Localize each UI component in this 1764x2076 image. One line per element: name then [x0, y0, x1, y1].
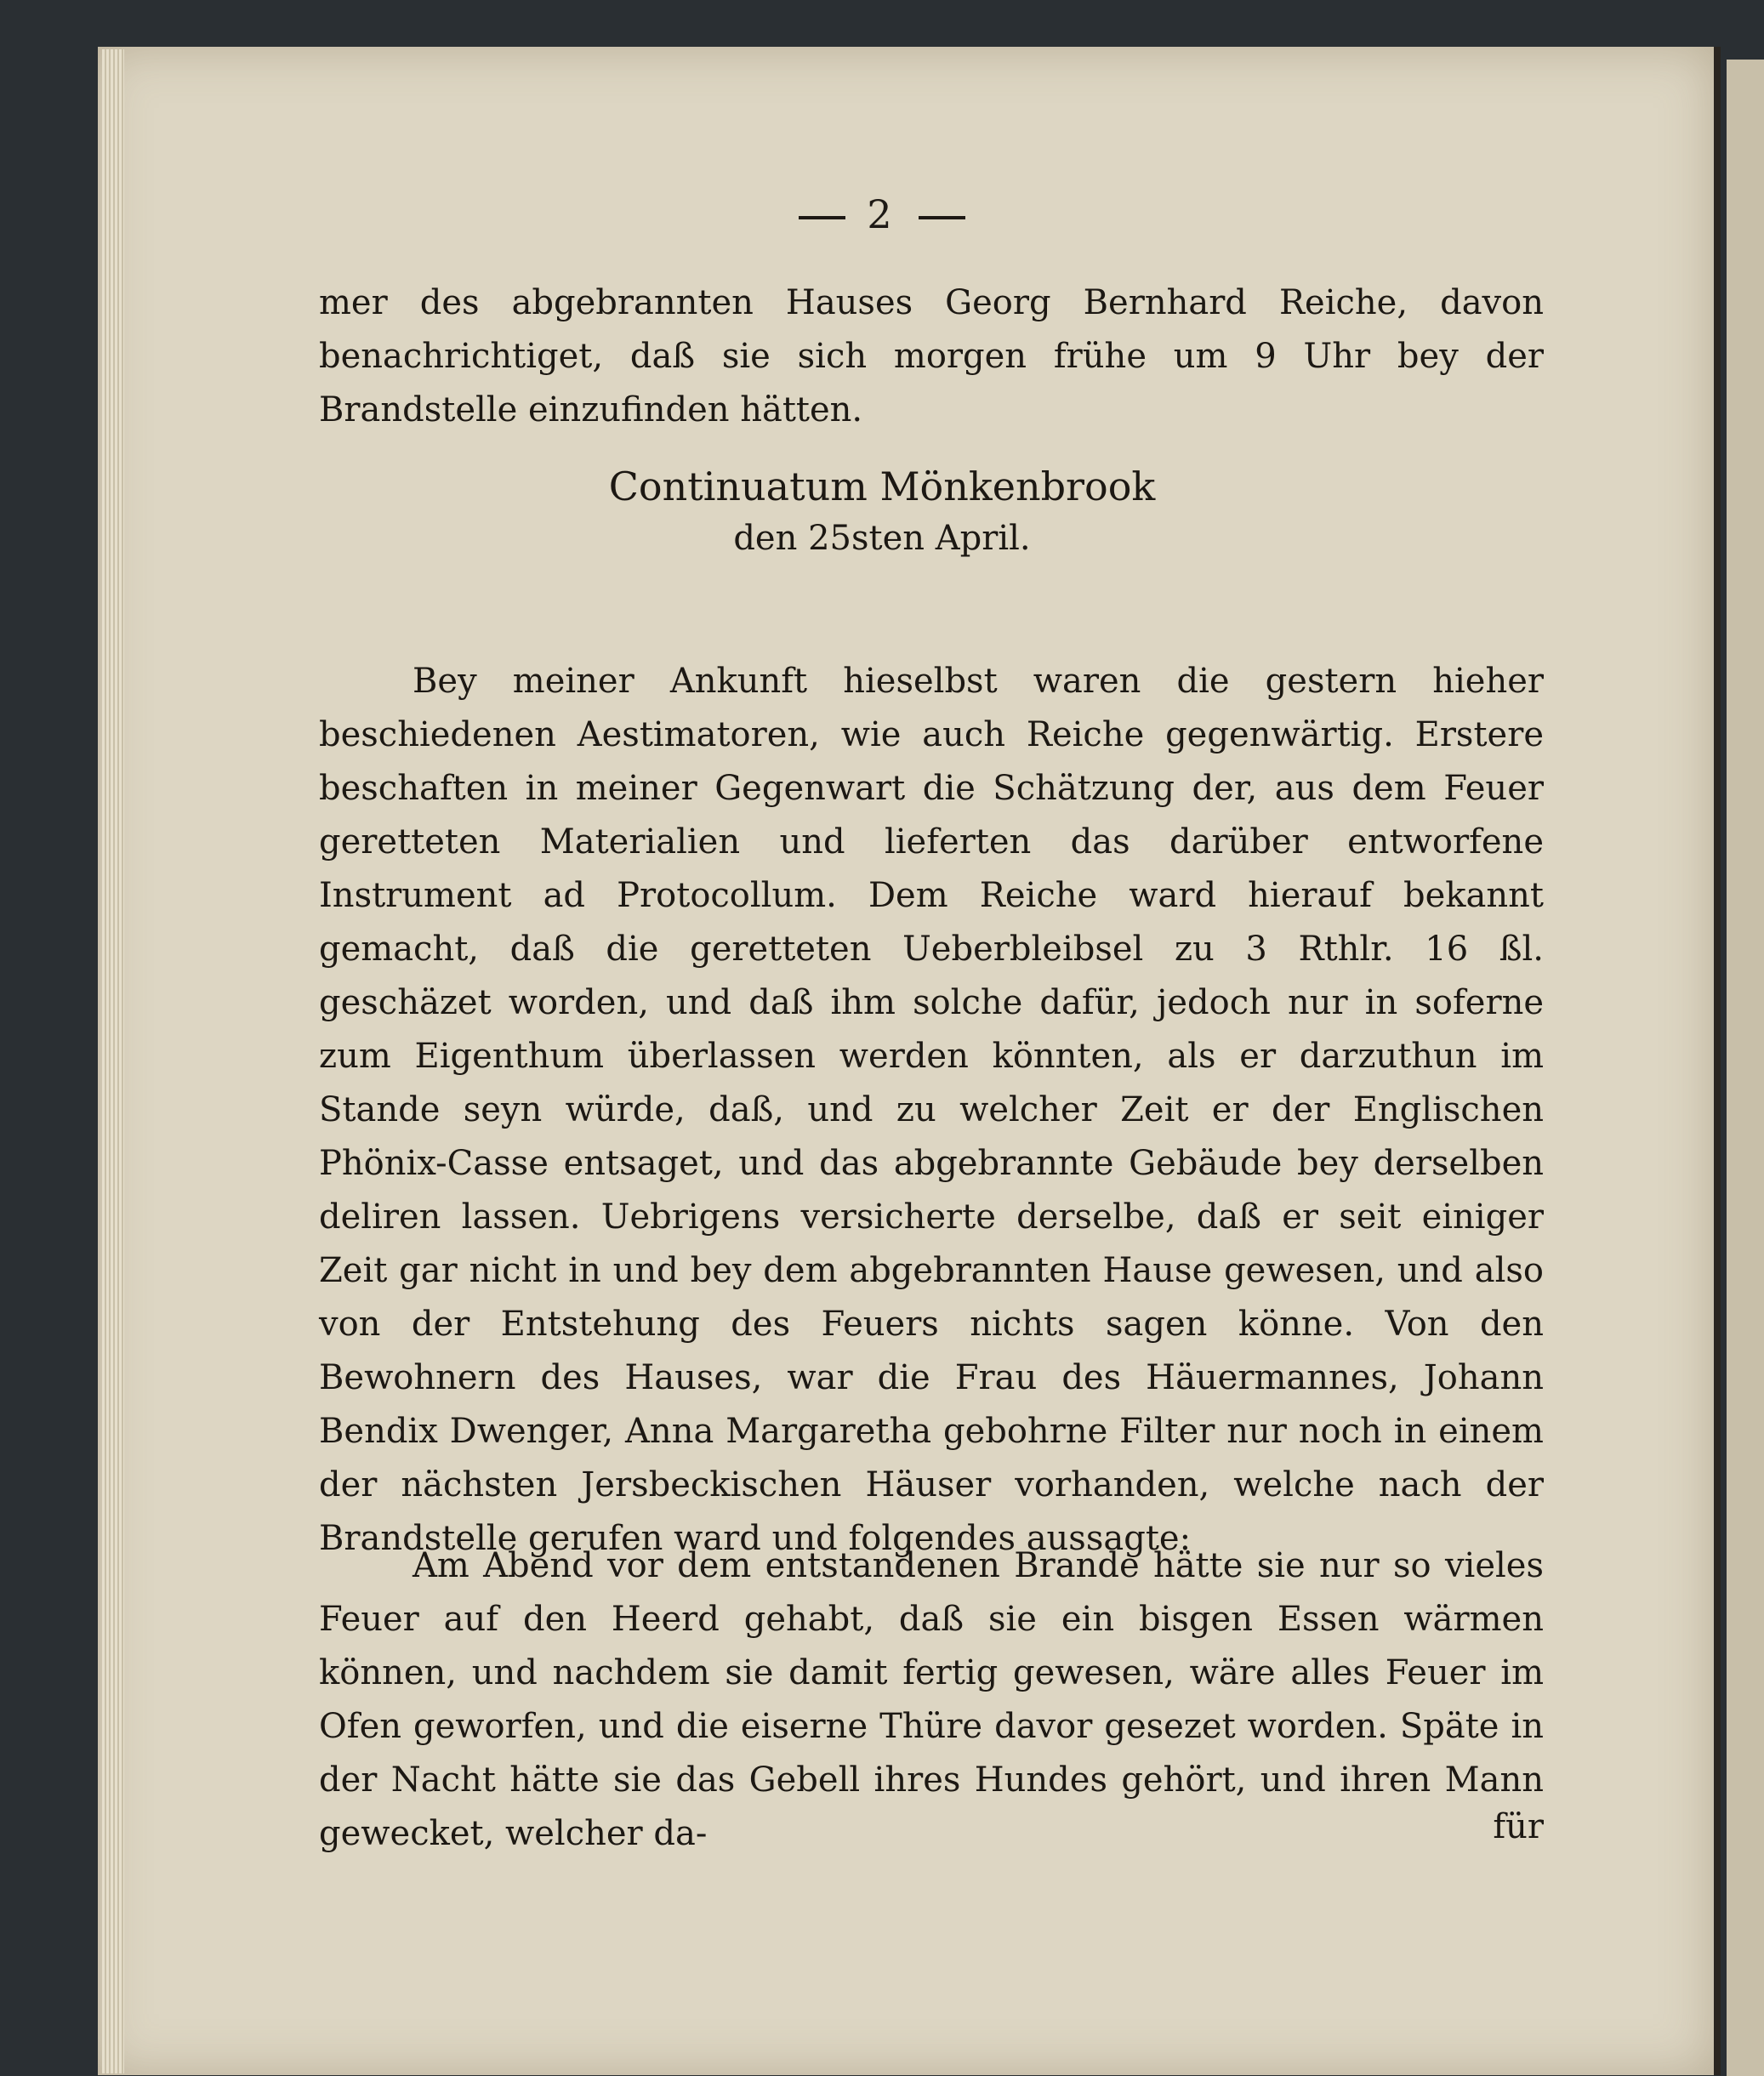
header-dash-right — [919, 216, 965, 219]
paragraph-1: mer des abgebrannten Hauses Georg Bernhard Reiche, davon benachrichtiget, daß sie sich morgen frühe um 9 Uhr bey der Brandstelle einzufinden hätten. — [319, 283, 1544, 429]
paragraph-3: Am Abend vor dem entstandenen Brande hätte sie nur so vieles Feuer auf den Heerd gehabt, daß sie ein bisgen Essen wärmen können, und nachdem sie damit fertig gewesen, wäre alles Feuer im Ofen geworfen, und die eiserne Thüre davor gesezet worden. Späte in der Nacht hätte sie das Gebell ihres Hundes gehört, und ihren Mann gewecket, welcher da- — [319, 1546, 1544, 1853]
page-number: 2 — [867, 191, 897, 237]
paragraph-2: Bey meiner Ankunft hieselbst waren die gestern hieher beschiedenen Aestimatoren, wie auch Reiche gegenwärtig. Erstere beschaften in meiner Gegenwart die Schätzung der, aus dem Feuer geretteten Materialien und lieferten das darüber entworfene Instrument ad Protocollum. Dem Reiche ward hierauf bekannt gemacht, daß die geretteten Ueberbleibsel zu 3 Rthlr. 16 ßl. geschäzet worden, und daß ihm solche dafür, jedoch nur in soferne zum Eigenthum überlassen werden könnten, als er darzuthun im Stande seyn würde, daß, und zu welcher Zeit er der Englischen Phönix-Casse entsaget, und das abgebrannte Gebäude bey derselben deliren lassen. Uebrigens versicherte derselbe, daß er seit einiger Zeit gar nicht in und bey dem abgebrannten Hause gewesen, und also von der Entstehung des Feuers nichts sagen könne. Von den Bewohnern des Hauses, war die Frau des Häuermannes, Johann Bendix Dwenger, Anna Margaretha gebohrne Filter nur noch in einem der nächsten Jersbeckischen Häuser vorhanden, welche nach der Brandstelle gerufen ward und folgendes aussagte: — [319, 662, 1544, 1558]
next-page-edge — [1727, 60, 1764, 2076]
header-dash-left — [799, 216, 845, 219]
section-heading: Continuatum Mönkenbrook — [608, 464, 1156, 509]
section-date: den 25sten April. — [733, 519, 1031, 558]
page-header — [0, 191, 1764, 237]
catchword: für — [1493, 1807, 1544, 1846]
page-edge — [102, 49, 124, 2073]
